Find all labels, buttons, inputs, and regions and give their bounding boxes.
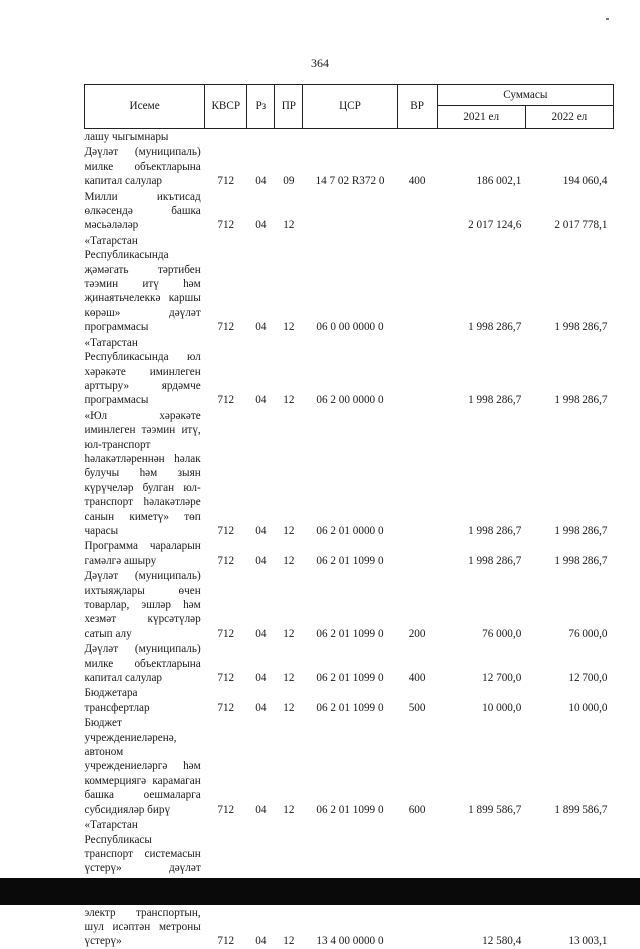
cell-pr: 12 [283,935,295,948]
cell-csr: 14 7 02 R372 0 [315,175,385,188]
cell-csr: 06 2 01 1099 0 [316,701,384,714]
cell-vr: 600 [408,803,426,816]
cell-kvsr: 712 [217,627,235,640]
cell-csr: 06 2 01 1099 0 [316,627,384,640]
cell-kvsr: 712 [217,554,235,567]
cell-kvsr: 712 [217,321,235,334]
cell-rz [247,129,275,145]
table-row [85,685,614,715]
table-row [85,408,614,539]
header-csr: ЦСР [303,85,397,129]
header-year-2021: 2021 ел [437,106,525,129]
cell-kvsr: 712 [217,524,235,537]
cell-2022: 10 000,0 [568,701,608,714]
cell-vr: 500 [408,701,426,714]
header-name: Исеме [85,85,205,129]
cell-name: Бюджет учреждениеләренә, автоном учреждениеләргә һәм коммерциягә карамаган башка оешмаларга субсидияләр бирү [84,717,201,816]
cell-2022: 12 700,0 [568,672,608,685]
cell-rz: 04 [255,935,267,948]
cell-vr: 400 [408,175,426,188]
cell-csr: 06 2 01 1099 0 [316,554,384,567]
cell-pr: 12 [283,524,295,537]
cell-kvsr: 712 [217,175,235,188]
cell-rz: 04 [255,321,267,334]
cell-2022: 1 998 286,7 [554,554,608,567]
cell-2022: 2 017 778,1 [554,219,608,232]
cell-2022: 13 003,1 [568,935,608,948]
table-row [85,568,614,641]
cell-vr [397,335,437,408]
cell-rz: 04 [255,524,267,537]
cell-rz: 04 [255,394,267,407]
cell-pr: 12 [283,672,295,685]
cell-2021: 1 998 286,7 [468,554,522,567]
cell-rz: 04 [255,627,267,640]
table-row [85,715,614,817]
cell-vr [397,233,437,335]
cell-kvsr [205,129,247,145]
cell-name: лашу чыгымнары [84,131,169,143]
budget-table [84,84,614,949]
cell-2022: 1 998 286,7 [554,321,608,334]
cell-rz: 04 [255,672,267,685]
cell-2021: 186 002,1 [476,175,522,188]
cell-name: «Татарстан Республикасында юл хәрәкәте иминлеген арттыру» ярдәмче программасы [84,336,201,407]
header-sums: Суммасы [437,85,613,106]
cell-pr: 12 [283,627,295,640]
cell-2021 [437,129,525,145]
cell-kvsr: 712 [217,701,235,714]
scan-mark [606,18,609,20]
cell-name: Программа чараларын гамәлгә ашыру [84,540,201,567]
page-number: 364 [311,56,329,70]
cell-kvsr: 712 [217,803,235,816]
cell-rz: 04 [255,175,267,188]
cell-pr: 12 [283,554,295,567]
table-row [85,641,614,685]
cell-2022: 1 899 586,7 [554,803,608,816]
cell-2021: 76 000,0 [482,627,522,640]
table-row [85,129,614,145]
cell-2022: 194 060,4 [562,175,608,188]
table-row [85,144,614,188]
cell-name: Милли икътисад өлкәсендә башка мәсьәләләр [84,190,201,232]
cell-2021: 1 899 586,7 [468,803,522,816]
cell-rz: 04 [255,701,267,714]
header-pr: ПР [275,85,303,129]
header-rz: Рз [247,85,275,129]
cell-kvsr: 712 [217,672,235,685]
cell-vr: 200 [408,627,426,640]
cell-name: «Татарстан Республикасы транспорт системасын үстерү» дәүләт [84,819,201,875]
table-row [85,538,614,568]
cell-csr: 06 2 01 1099 0 [316,672,384,685]
cell-pr: 09 [283,175,295,188]
cell-2022 [525,129,613,145]
cell-2021: 1 998 286,7 [468,321,522,334]
cell-kvsr: 712 [217,935,235,948]
cell-pr [275,129,303,145]
cell-rz: 04 [255,219,267,232]
table-row [85,189,614,233]
cell-csr: 06 2 01 0000 0 [316,524,384,537]
cell-kvsr: 712 [217,219,235,232]
cell-pr: 12 [283,321,295,334]
cell-csr: 06 2 00 0000 0 [316,394,384,407]
cell-name: Дәүләт (муниципаль) ихтыяҗлары өчен товарлар, эшләр һәм хезмәт күрсәтүләр сатып алу [84,570,201,640]
cell-name: Дәүләт (муниципаль) милке объектларына капитал салулар [84,146,201,188]
cell-pr: 12 [283,219,295,232]
cell-2022: 76 000,0 [568,627,608,640]
cell-pr: 12 [283,394,295,407]
cell-name: «Татарстан Республикасында җәмәгать тәртибен тәэмин итү һәм җинаятьчелеккә каршы көрәш» дәүләт программасы [84,234,201,334]
cell-kvsr: 712 [217,394,235,407]
cell-csr: 06 0 00 0000 0 [316,321,384,334]
cell-csr [303,189,397,233]
cell-2022: 1 998 286,7 [554,394,608,407]
cell-vr [397,189,437,233]
header-year-2022: 2022 ел [525,106,613,129]
table-row [85,233,614,335]
cell-vr [397,408,437,539]
cell-rz: 04 [255,554,267,567]
table-row [85,335,614,408]
cell-vr: 400 [408,672,426,685]
cell-2021: 12 700,0 [482,672,522,685]
cell-pr: 12 [283,701,295,714]
cell-name: Бюджетара трансфертлар [84,687,150,714]
cell-vr [397,538,437,568]
cell-name: электр транспортын, шул исәптән метроны үстерү» [84,906,201,948]
cell-pr: 12 [283,803,295,816]
cell-vr [397,129,437,145]
scan-border [0,878,640,905]
cell-2021: 10 000,0 [482,701,522,714]
cell-2021: 12 580,4 [482,935,522,948]
cell-rz: 04 [255,803,267,816]
cell-name: Дәүләт (муниципаль) милке объектларына капитал салулар [84,643,201,685]
cell-2021: 1 998 286,7 [468,524,522,537]
cell-csr [303,129,397,145]
cell-name: «Юл хәрәкәте иминлеген тәэмин итү, юл-транспорт һәлакәтләреннән һәлак булучы һәм зыян күрүчеләр булган юл-транспорт һәлакәтләре санын киметү» төп чарасы [84,409,201,537]
cell-2022: 1 998 286,7 [554,524,608,537]
cell-2021: 1 998 286,7 [468,394,522,407]
cell-csr: 13 4 00 0000 0 [316,935,384,948]
header-vr: ВР [397,85,437,129]
cell-csr: 06 2 01 1099 0 [316,803,384,816]
header-kvsr: КВСР [205,85,247,129]
cell-2021: 2 017 124,6 [468,219,522,232]
